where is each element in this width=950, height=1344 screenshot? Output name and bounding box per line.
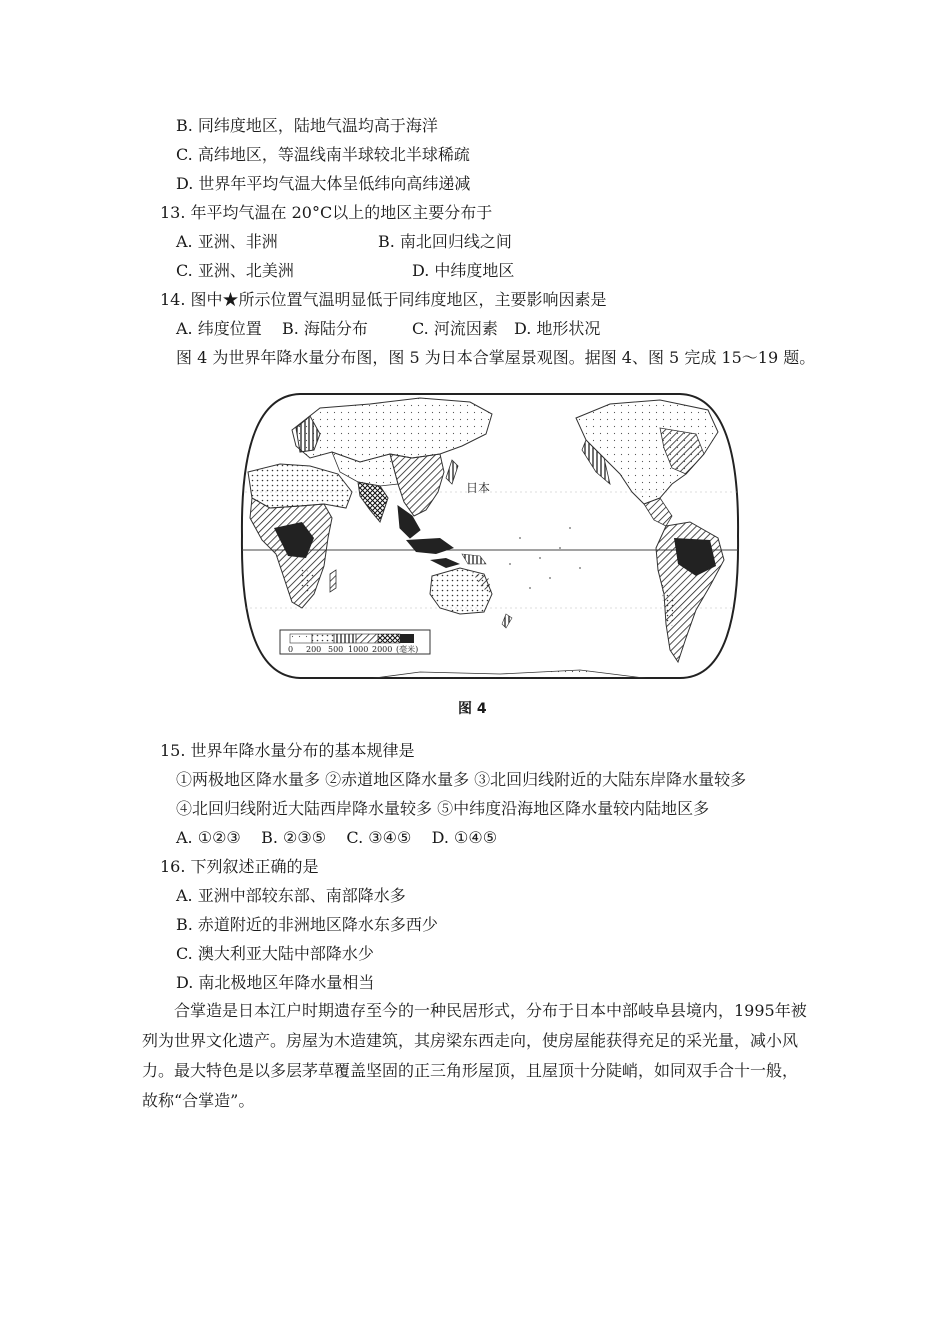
q12-option-d: D. 世界年平均气温大体呈低纬向高纬递减 [176,174,471,193]
q16-option-b: B. 赤道附近的非洲地区降水东多西少 [176,915,438,934]
q14-option-c: C. 河流因素 [412,319,498,338]
q16-option-c: C. 澳大利亚大陆中部降水少 [176,944,374,963]
q12-option-b: B. 同纬度地区，陆地气温均高于海洋 [176,116,438,135]
legend-tick: 1000 [348,645,369,654]
q15-statement-line-2: ④北回归线附近大陆西岸降水量较多 ⑤中纬度沿海地区降水量较内陆地区多 [176,799,710,818]
world-precipitation-map [240,388,740,684]
figure-intro: 图 4 为世界年降水量分布图，图 5 为日本合掌屋景观图。据图 4、图 5 完成 15～19 题。 [176,348,816,367]
map-legend [280,630,430,654]
q13-option-b: B. 南北回归线之间 [378,232,512,251]
q13-option-c: C. 亚洲、北美洲 [176,261,294,280]
q14-option-b: B. 海陆分布 [282,319,368,338]
q16-option-d: D. 南北极地区年降水量相当 [176,973,375,992]
q14-stem: 14. 图中★所示位置气温明显低于同纬度地区，主要影响因素是 [160,290,607,309]
q14-option-d: D. 地形状况 [514,319,601,338]
legend-unit: (毫米) [396,645,419,654]
q15-options: A. ①②③ B. ②③⑤ C. ③④⑤ D. ①④⑤ [176,828,498,847]
q16-option-a: A. 亚洲中部较东部、南部降水多 [176,886,406,905]
legend-tick: 2000 [372,645,393,654]
q14-option-a: A. 纬度位置 [176,319,262,338]
q13-option-a: A. 亚洲、非洲 [176,232,278,251]
figure-caption: 图 4 [458,701,487,717]
legend-tick: 0 [288,645,294,654]
q13-option-d: D. 中纬度地区 [412,261,515,280]
q15-stem: 15. 世界年降水量分布的基本规律是 [160,741,415,760]
legend-tick: 500 [328,645,344,654]
q16-stem: 16. 下列叙述正确的是 [160,857,319,876]
q13-stem: 13. 年平均气温在 20°C以上的地区主要分布于 [160,203,493,222]
map-label-japan: 日本 [466,481,491,495]
legend-tick: 200 [306,645,322,654]
q15-statement-line-1: ①两极地区降水量多 ②赤道地区降水量多 ③北回归线附近的大陆东岸降水量较多 [176,770,747,789]
gassho-passage: 合掌造是日本江户时期遗存至今的一种民居形式，分布于日本中部岐阜县境内，1995年被列为世界文化遗产。房屋为木造建筑，其房梁东西走向，使房屋能获得充足的采光量，减小风力。最大特色是以多层茅草覆盖坚固的正三角形屋顶，且屋顶十分陡峭，如同双手合十一般，故称“合掌造”。 [142,1001,807,1110]
q12-option-c: C. 高纬地区，等温线南半球较北半球稀疏 [176,145,470,164]
